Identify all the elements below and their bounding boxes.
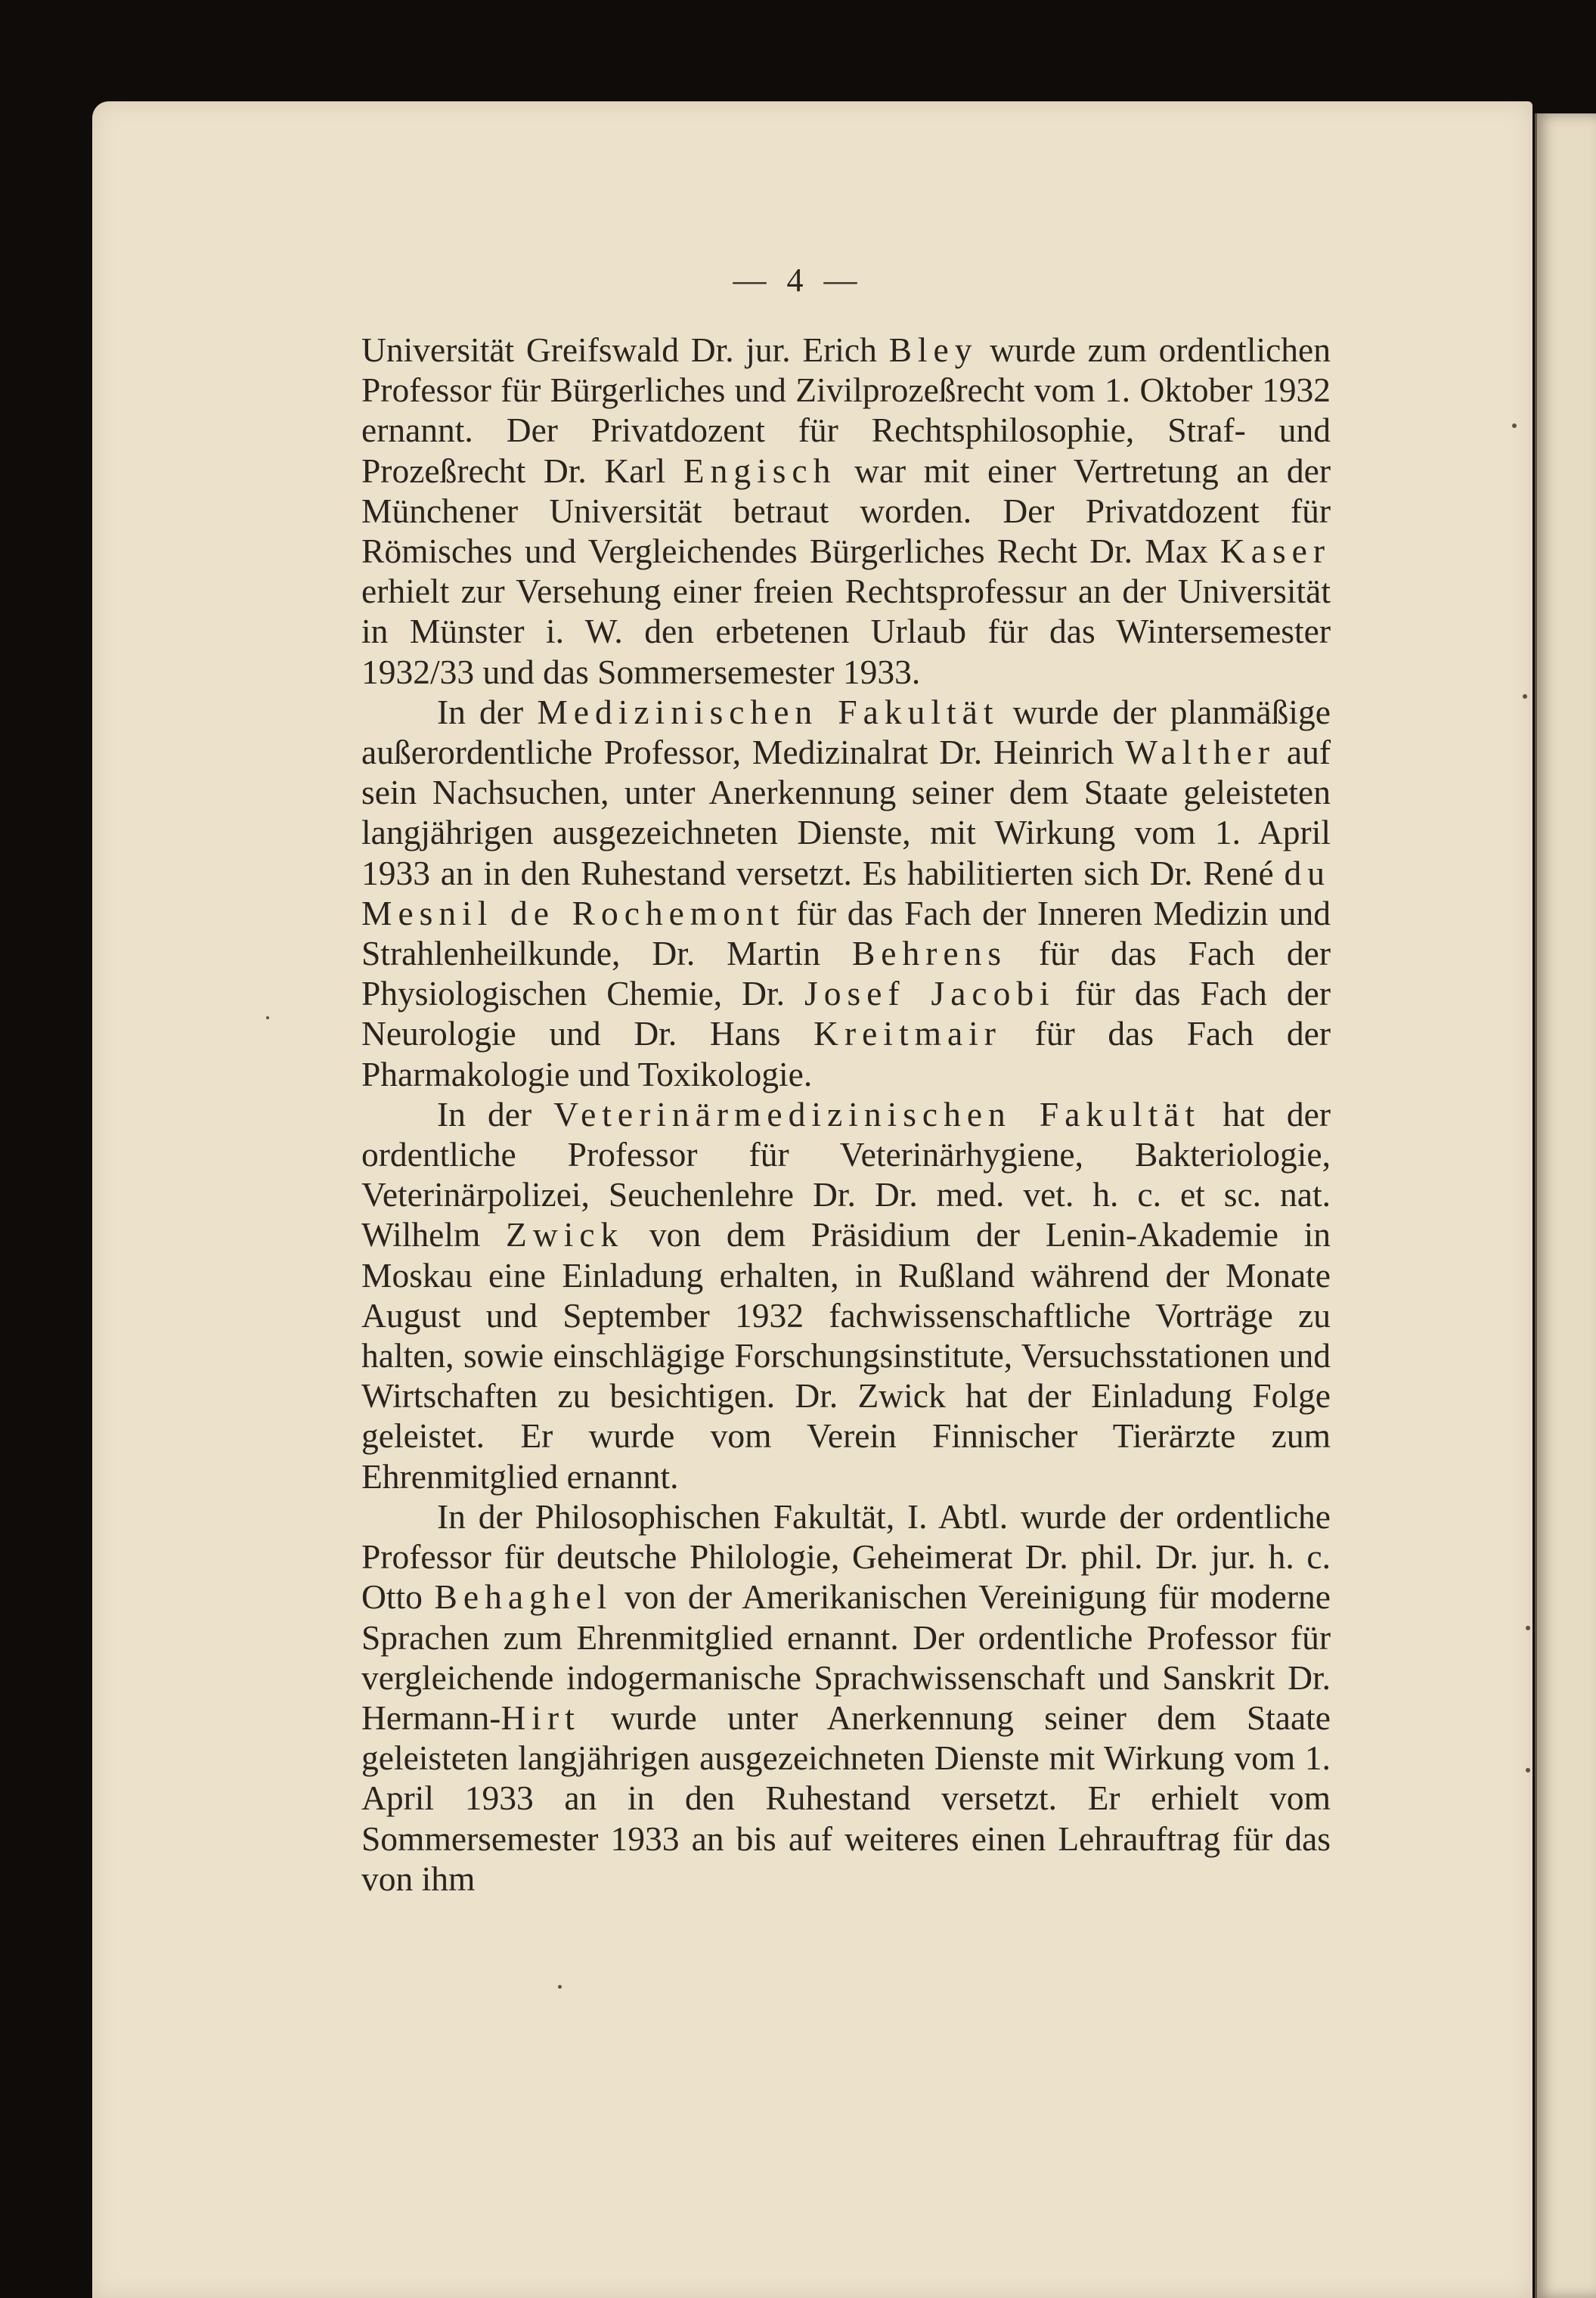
text-run: auf sein Nachsuchen, unter Anerkennung seiner dem Staate geleisteten langjährigen ausgezeichneten Dienste, mit Wirkung vom 1. April 1933 an in den Ruhestand versetzt. Es habilitierten sich Dr. René <box>361 733 1331 892</box>
text-run: war mit einer Vertretung an der Münchener Universität betraut worden. Der Privatdozent für Römisches und Vergleichendes Bürgerliches Recht Dr. Max <box>361 451 1331 571</box>
adjacent-page-edge <box>1535 113 1596 2298</box>
text-run: für das Fach der Neurologie und Dr. Hans <box>361 974 1331 1053</box>
spaced-name: Engisch <box>683 451 837 490</box>
spaced-name: Veterinärmedizinischen Fakultät <box>553 1094 1201 1133</box>
text-run: von dem Präsidium der Lenin-Akademie in Moskau eine Einladung erhalten, in Rußland während der Monate August und September 1932 fachwissenschaftliche Vorträge zu halten, sowie einschlägige Forschungsinstitute, Versuchsstationen und Wirtschaften zu besichtigen. Dr. Zwick hat der Einladung Folge geleistet. Er wurde vom Verein Finnischer Tierärzte zum Ehrenmitglied ernannt. <box>361 1215 1331 1496</box>
spaced-name: du Mesnil de Rochemont <box>361 853 1331 932</box>
paragraph <box>361 692 1331 1094</box>
paragraph <box>361 330 1331 692</box>
spaced-name: Behrens <box>851 934 1008 973</box>
text-run: In der Philosophischen Fakultät, I. Abtl. wurde der ordentliche Professor für deutsche Philologie, Geheimerat Dr. phil. Dr. jur. h. c. Otto <box>361 1496 1331 1617</box>
text-run: wurde zum ordentlichen Professor für Bürgerliches und Zivilprozeßrecht vom 1. Oktober 1932 ernannt. Der Privatdozent für Rechtsphilosophie, Straf- und Prozeßrecht Dr. Karl <box>361 330 1331 490</box>
spaced-name: Behaghel <box>434 1577 613 1617</box>
spaced-name: Medizinischen Fakultät <box>537 692 999 731</box>
text-run: In der <box>437 692 538 731</box>
text-run: Universität Greifswald Dr. jur. Erich <box>361 330 889 369</box>
page-number: — 4 — <box>733 262 863 299</box>
spaced-name: Bley <box>888 330 978 369</box>
paragraph <box>361 1496 1331 1899</box>
text-run: für das Fach der Inneren Medizin und Strahlenheilkunde, Dr. Martin <box>361 893 1331 973</box>
text-run: wurde der planmäßige außerordentliche Professor, Medizinalrat Dr. Heinrich <box>361 692 1331 772</box>
text-run: hat der ordentliche Professor für Veterinärhygiene, Bakteriologie, Veterinärpolizei, Seuchenlehre Dr. Dr. med. vet. h. c. et sc. nat. Wilhelm <box>361 1094 1331 1254</box>
spaced-name: Kaser <box>1219 532 1331 571</box>
text-run: erhielt zur Versehung einer freien Rechtsprofessur an der Universität in Münster i. W. den erbetenen Urlaub für das Wintersemester 1932/33 und das Sommersemester 1933. <box>361 572 1331 691</box>
spaced-name: Hirt <box>500 1698 581 1737</box>
spaced-name: Kreitmair <box>813 1014 1002 1053</box>
text-run: von der Amerikanischen Vereinigung für moderne Sprachen zum Ehrenmitglied ernannt. Der ordentliche Professor für vergleichende indogermanische Sprachwissenschaft und Sanskrit Dr. Hermann- <box>361 1577 1331 1737</box>
text-run: In der <box>437 1094 554 1133</box>
text-run: für das Fach der Physiologischen Chemie, Dr. <box>361 934 1331 1013</box>
spaced-name: Walther <box>1125 733 1275 772</box>
text-run: wurde unter Anerkennung seiner dem Staate geleisteten langjährigen ausgezeichneten Dienste mit Wirkung vom 1. April 1933 an in den Ruhestand versetzt. Er erhielt vom Sommersemester 1933 an bis auf weiteres einen Lehrauftrag für das von ihm <box>361 1698 1331 1898</box>
text-run: für das Fach der Pharmakologie und Toxikologie. <box>361 1014 1331 1093</box>
spaced-name: Zwick <box>506 1215 624 1254</box>
body-text <box>361 330 1331 1899</box>
paragraph <box>361 1094 1331 1496</box>
spaced-name: Josef Jacobi <box>804 974 1055 1013</box>
